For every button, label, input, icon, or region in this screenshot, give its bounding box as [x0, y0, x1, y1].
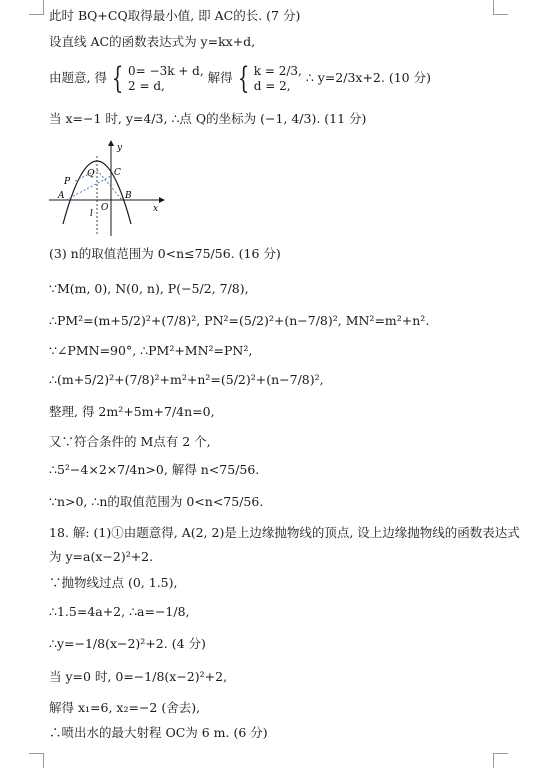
text-line: ∵n>0, ∴n的取值范围为 0<n<75/56.	[49, 494, 264, 509]
text-line: 设直线 AC的函数表达式为 y=kx+d,	[49, 34, 256, 49]
text-line: 整理, 得 2m²+5m+7/4n=0,	[49, 404, 215, 419]
text-line: 为 y=a(x−2)²+2.	[49, 549, 154, 564]
solution-system	[254, 64, 302, 94]
label-A: A	[58, 191, 65, 201]
equation: d = 2,	[253, 78, 291, 93]
left-brace: {	[237, 60, 249, 96]
parabola-graph	[49, 140, 167, 238]
label-P: P	[64, 177, 71, 187]
equation: 2 = d,	[128, 78, 165, 93]
text-fragment: 解得	[207, 70, 233, 85]
text-line: ∵抛物线过点 (0, 1.5),	[49, 575, 178, 590]
text-line: 当 x=−1 时, y=4/3, ∴点 Q的坐标为 (−1, 4/3). (11 分)	[49, 111, 367, 126]
text-line: ∴5²−4×2×7/4n>0, 解得 n<75/56.	[49, 462, 260, 477]
label-B: B	[125, 191, 132, 201]
text-line: ∴y=−1/8(x−2)²+2. (4 分)	[49, 636, 206, 651]
page-corner-mark	[493, 0, 508, 15]
text-line: 此时 BQ+CQ取得最小值, 即 AC的长. (7 分)	[49, 8, 301, 23]
equation-system-line	[49, 60, 431, 96]
y-axis-arrow-icon	[108, 140, 114, 146]
equation: k = 2/3,	[253, 63, 302, 78]
label-x: x	[153, 204, 159, 214]
text-line: 解得 x₁=6, x₂=−2 (舍去),	[49, 700, 201, 715]
text-line: (3) n的取值范围为 0<n≤75/56. (16 分)	[49, 246, 281, 261]
page-corner-mark	[29, 753, 44, 768]
text-fragment: 由题意, 得	[49, 70, 107, 85]
text-line: ∴喷出水的最大射程 OC为 6 m. (6 分)	[49, 725, 268, 740]
left-brace: {	[111, 60, 124, 96]
page-corner-mark	[493, 753, 508, 768]
segment-AC	[66, 176, 111, 200]
x-axis-arrow-icon	[159, 197, 165, 203]
label-O: O	[101, 203, 109, 213]
label-Q: Q	[87, 169, 95, 179]
text-line: 当 y=0 时, 0=−1/8(x−2)²+2,	[49, 669, 228, 684]
text-line: ∵M(m, 0), N(0, n), P(−5/2, 7/8),	[49, 281, 249, 296]
label-l: l	[90, 209, 93, 219]
equation: 0= −3k + d,	[128, 63, 204, 78]
text-line: ∵∠PMN=90°, ∴PM²+MN²=PN²,	[49, 343, 253, 358]
text-fragment: ∴ y=2/3x+2. (10 分)	[305, 70, 431, 85]
equation-system	[128, 64, 204, 94]
text-line: 18. 解: (1)①由题意得, A(2, 2)是上边缘抛物线的顶点, 设上边缘抛物线的函数表达式	[49, 525, 520, 540]
text-line: 又∵符合条件的 M点有 2 个,	[49, 434, 211, 449]
text-line: ∴PM²=(m+5/2)²+(7/8)², PN²=(5/2)²+(n−7/8)², MN²=m²+n².	[49, 313, 430, 328]
page-corner-mark	[29, 0, 44, 15]
text-line: ∴(m+5/2)²+(7/8)²+m²+n²=(5/2)²+(n−7/8)²,	[49, 372, 324, 387]
text-line: ∴1.5=4a+2, ∴a=−1/8,	[49, 604, 190, 619]
label-C: C	[114, 168, 121, 178]
label-y: y	[117, 143, 123, 153]
